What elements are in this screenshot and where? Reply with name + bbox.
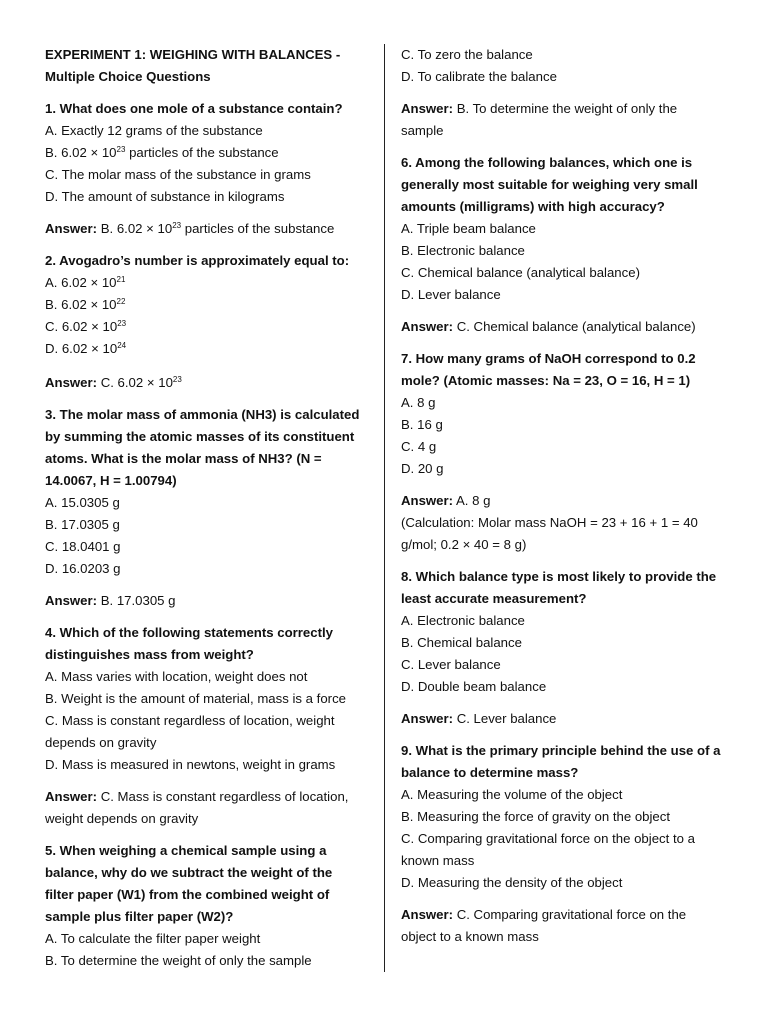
question-text-line: 9. What is the primary principle behind the use of a — [401, 743, 721, 758]
calculation-line: g/mol; 0.2 × 40 = 8 g) — [401, 537, 527, 552]
option-d: D. Measuring the density of the object — [401, 875, 623, 890]
option-c-cont: known mass — [401, 853, 475, 868]
question-text-line: balance to determine mass? — [401, 765, 579, 780]
answer: Answer: B. 17.0305 g — [45, 593, 176, 608]
right-column — [401, 44, 731, 948]
option-d: D. To calibrate the balance — [401, 69, 557, 84]
option-a: A. 15.0305 g — [45, 495, 120, 510]
question-text-line: by summing the atomic masses of its constituent — [45, 429, 355, 444]
option-c-cont: depends on gravity — [45, 735, 157, 750]
question-text-line: 4. Which of the following statements correctly — [45, 625, 333, 640]
answer-cont: object to a known mass — [401, 929, 539, 944]
option-c: C. 4 g — [401, 439, 437, 454]
option-a: A. Mass varies with location, weight does not — [45, 669, 308, 684]
option-c: C. 18.0401 g — [45, 539, 121, 554]
option-a: A. $6.02 \times 10^{21}$ — [45, 275, 126, 290]
question-8 — [401, 566, 731, 730]
option-c: C. $6.02 \times 10^{23}$ — [45, 319, 127, 334]
answer-cont: sample — [401, 123, 444, 138]
question-5 — [45, 840, 370, 972]
answer: Answer: B. $6.02 \times 10^{23}$ particles of the substance — [45, 221, 335, 236]
option-c: C. Lever balance — [401, 657, 501, 672]
question-2 — [45, 250, 370, 394]
option-d: D. $6.02 \times 10^{24}$ — [45, 341, 127, 356]
option-c: C. Chemical balance (analytical balance) — [401, 265, 640, 280]
option-a: A. Triple beam balance — [401, 221, 536, 236]
option-d: D. Mass is measured in newtons, weight in grams — [45, 757, 336, 772]
option-b: B. Weight is the amount of material, mass is a force — [45, 691, 346, 706]
answer: Answer: C. Mass is constant regardless of location, — [45, 789, 349, 804]
answer: Answer: C. Comparing gravitational force on the — [401, 907, 687, 922]
question-text-line: 3. The molar mass of ammonia (NH3) is calculated — [45, 407, 360, 422]
question-text-line: distinguishes mass from weight? — [45, 647, 254, 662]
question-text-line: amounts (milligrams) with high accuracy? — [401, 199, 665, 214]
option-b: B. Chemical balance — [401, 635, 522, 650]
question-text-line: least accurate measurement? — [401, 591, 587, 606]
question-text: 2. Avogadro’s number is approximately equal to: — [45, 253, 350, 268]
question-text-line: generally most suitable for weighing very small — [401, 177, 698, 192]
option-d: D. 16.0203 g — [45, 561, 121, 576]
option-b: B. 17.0305 g — [45, 517, 120, 532]
answer: Answer: C. $6.02 \times 10^{23}$ — [45, 375, 182, 390]
option-b: B. To determine the weight of only the sample — [45, 953, 312, 968]
question-7 — [401, 348, 731, 556]
question-text-line: atoms. What is the molar mass of NH3? (N = — [45, 451, 322, 466]
option-b: B. $6.02 \times 10^{22}$ — [45, 297, 126, 312]
column-divider — [384, 44, 385, 972]
option-a: A. Exactly 12 grams of the substance — [45, 123, 263, 138]
question-text-line: 14.0067, H = 1.00794) — [45, 473, 177, 488]
option-a: A. To calculate the filter paper weight — [45, 931, 261, 946]
option-c: C. Comparing gravitational force on the object to a — [401, 831, 695, 846]
answer: Answer: C. Chemical balance (analytical balance) — [401, 319, 696, 334]
option-c: C. To zero the balance — [401, 47, 533, 62]
question-text-line: 8. Which balance type is most likely to provide the — [401, 569, 717, 584]
question-text-line: 7. How many grams of NaOH correspond to 0.2 — [401, 351, 696, 366]
answer: Answer: A. 8 g — [401, 493, 491, 508]
question-text-line: mole? (Atomic masses: Na = 23, O = 16, H = 1) — [401, 373, 691, 388]
left-column — [45, 44, 370, 972]
question-text-line: balance, why do we subtract the weight of the — [45, 865, 333, 880]
question-4 — [45, 622, 370, 830]
question-text-line: sample plus filter paper (W2)? — [45, 909, 234, 924]
question-6 — [401, 152, 731, 338]
option-a: A. 8 g — [401, 395, 436, 410]
option-d: D. Double beam balance — [401, 679, 547, 694]
option-d: D. The amount of substance in kilograms — [45, 189, 285, 204]
answer-cont: weight depends on gravity — [45, 811, 199, 826]
option-c: C. Mass is constant regardless of location, weight — [45, 713, 335, 728]
option-a: A. Electronic balance — [401, 613, 525, 628]
question-text: 1. What does one mole of a substance contain? — [45, 101, 343, 116]
question-3 — [45, 404, 370, 612]
question-1 — [45, 98, 370, 240]
question-text-line: filter paper (W1) from the combined weight of — [45, 887, 330, 902]
option-b: B. 16 g — [401, 417, 443, 432]
calculation-line: (Calculation: Molar mass NaOH = 23 + 16 + 1 = 40 — [401, 515, 698, 530]
option-d: D. 20 g — [401, 461, 444, 476]
question-text-line: 5. When weighing a chemical sample using a — [45, 843, 327, 858]
option-b: B. Electronic balance — [401, 243, 525, 258]
option-b: B. $6.02 \times 10^{23}$ particles of the substance — [45, 145, 279, 160]
option-d: D. Lever balance — [401, 287, 501, 302]
answer: Answer: C. Lever balance — [401, 711, 557, 726]
question-text-line: 6. Among the following balances, which one is — [401, 155, 693, 170]
option-a: A. Measuring the volume of the object — [401, 787, 623, 802]
document-subtitle: Multiple Choice Questions — [45, 69, 211, 84]
question-9 — [401, 740, 731, 948]
answer: Answer: B. To determine the weight of only the — [401, 101, 678, 116]
question-5-continued — [401, 44, 731, 142]
option-c: C. The molar mass of the substance in grams — [45, 167, 311, 182]
option-b: B. Measuring the force of gravity on the object — [401, 809, 671, 824]
document-title: EXPERIMENT 1: WEIGHING WITH BALANCES - — [45, 47, 341, 62]
